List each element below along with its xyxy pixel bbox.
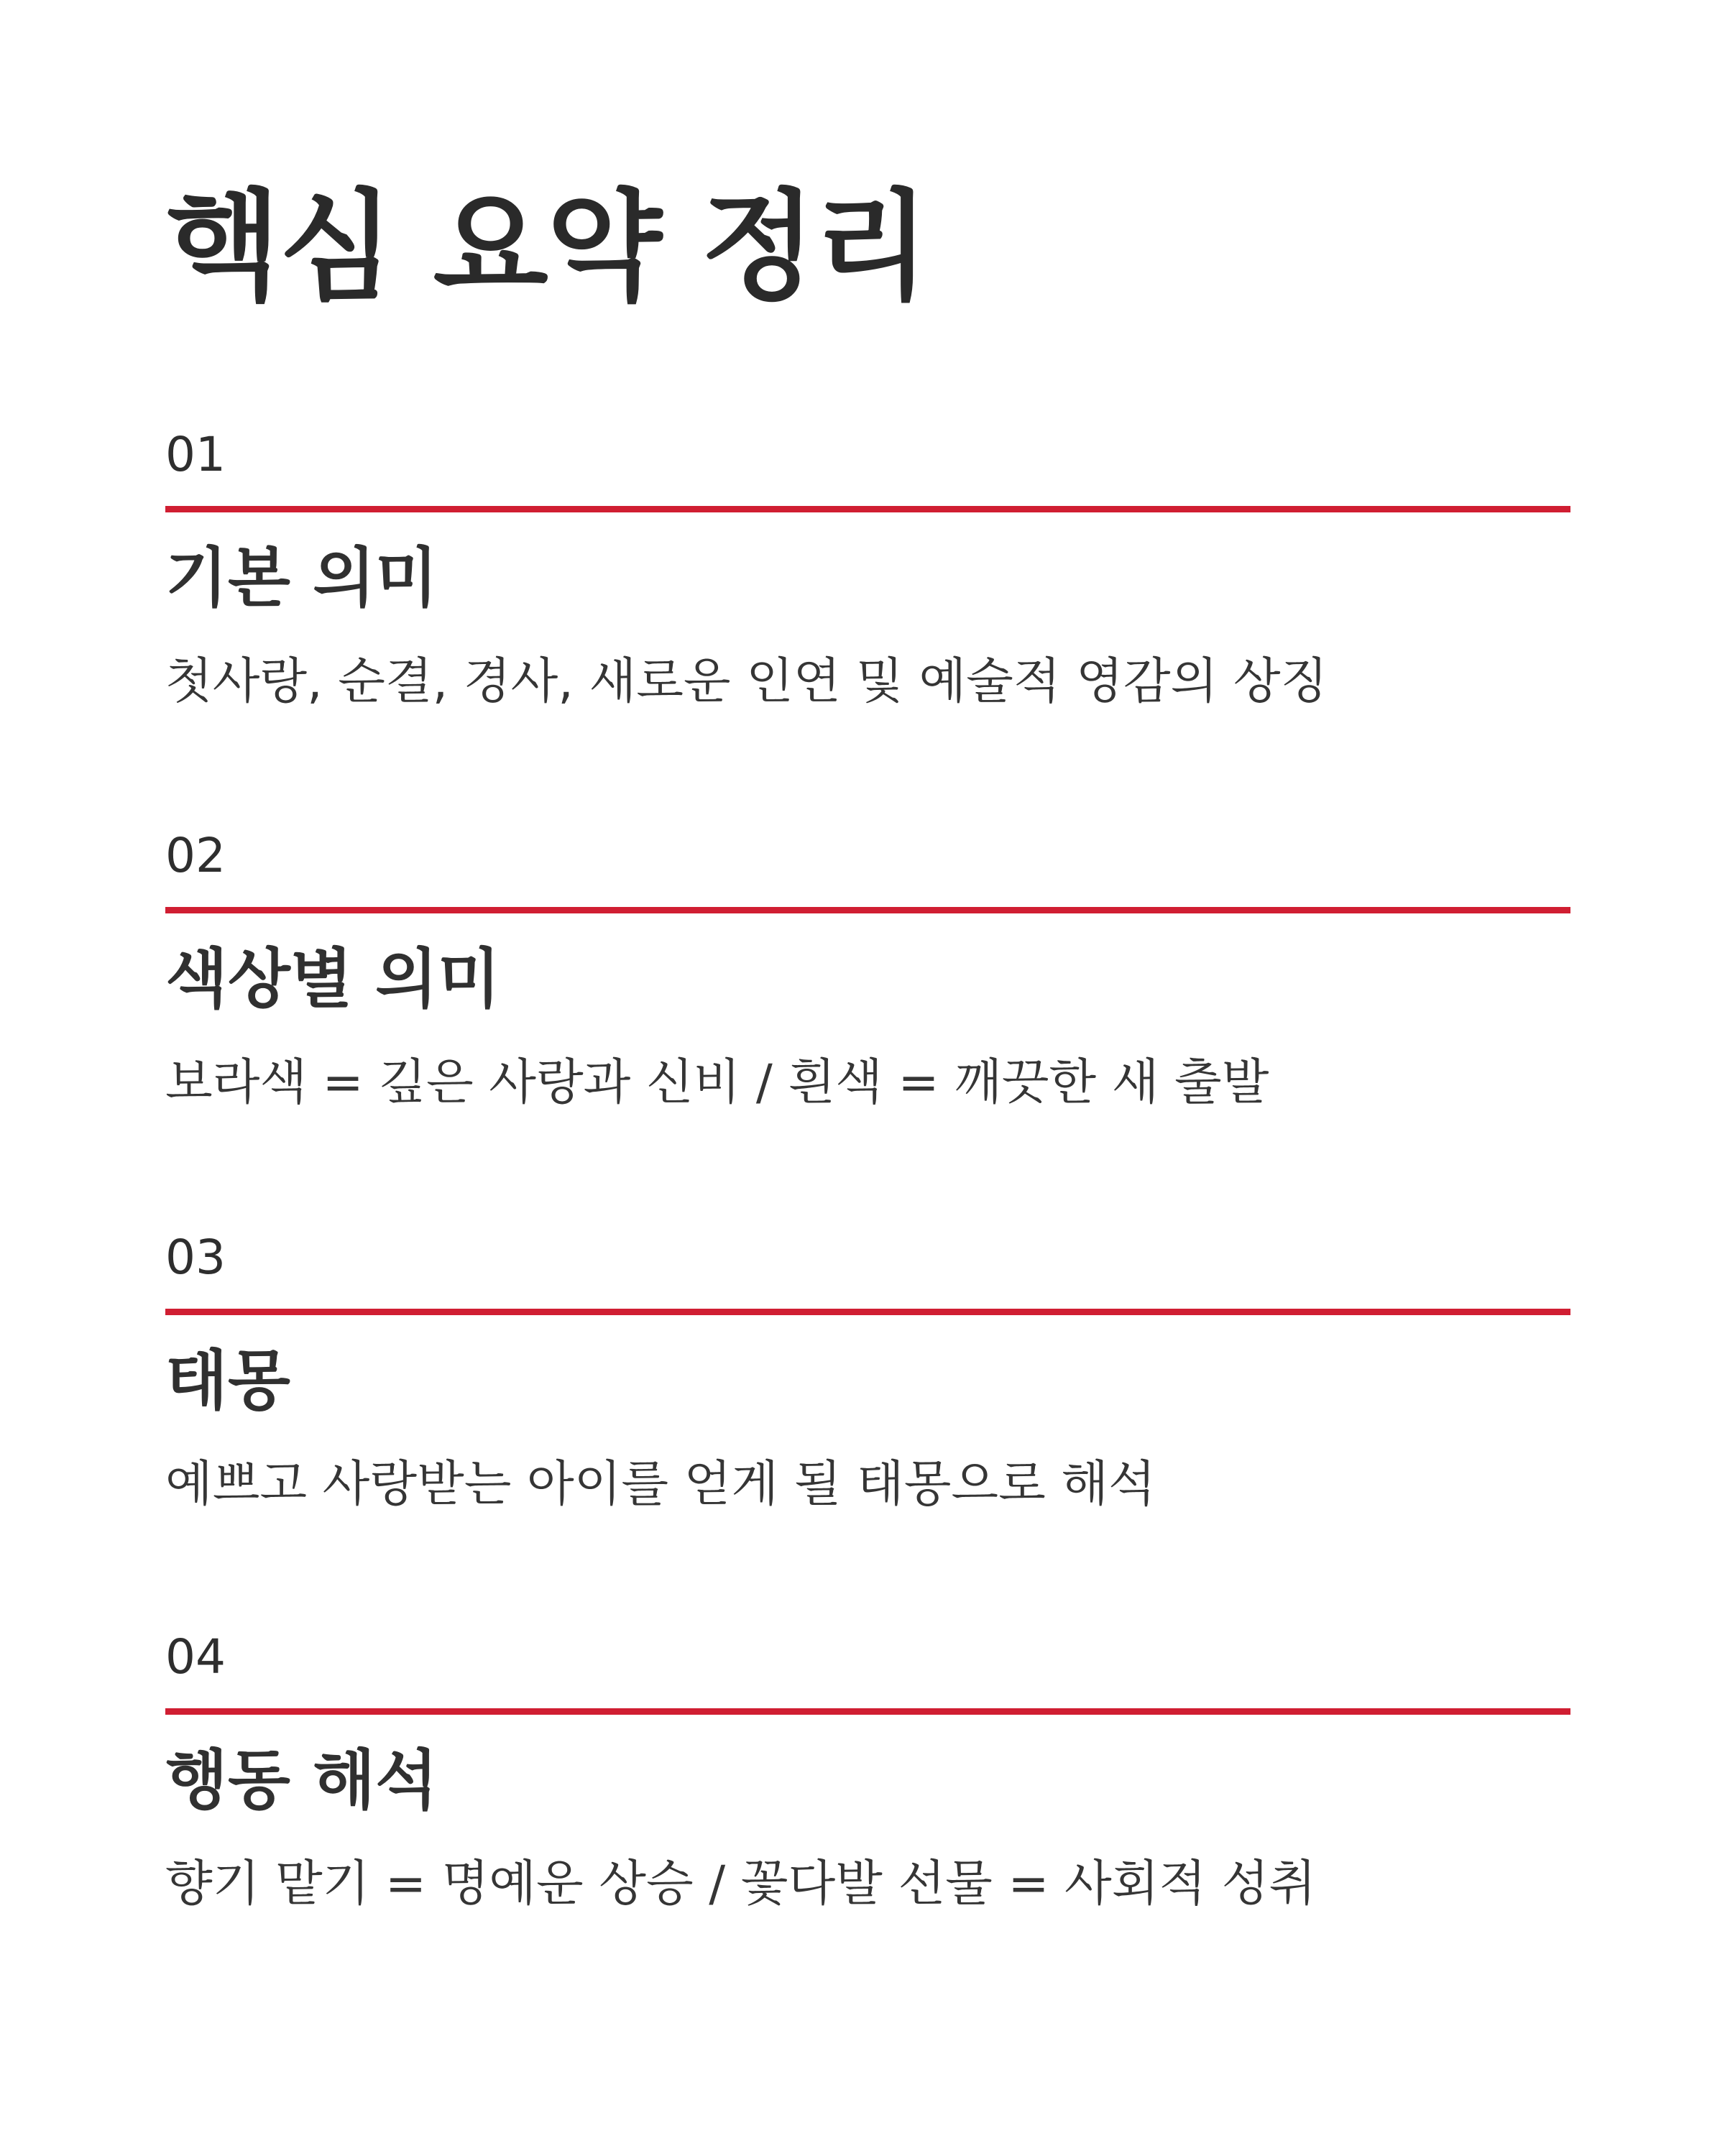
section-description: 보라색 = 깊은 사랑과 신비 / 흰색 = 깨끗한 새 출발 [165, 1054, 1269, 1111]
page-title: 핵심 요약 정리 [165, 178, 929, 317]
section-description: 첫사랑, 순결, 경사, 새로운 인연 및 예술적 영감의 상징 [165, 653, 1328, 710]
section-number: 03 [165, 1230, 226, 1285]
section-heading: 태몽 [165, 1343, 290, 1419]
red-divider [165, 907, 1570, 913]
section-description: 예쁘고 사랑받는 아이를 얻게 될 태몽으로 해석 [165, 1456, 1156, 1513]
section-heading: 행동 해석 [165, 1743, 438, 1818]
red-divider [165, 1708, 1570, 1715]
section-number: 04 [165, 1629, 226, 1685]
section-heading: 색상별 의미 [165, 941, 501, 1017]
red-divider [165, 506, 1570, 512]
section-heading: 기본 의미 [165, 540, 438, 616]
section-number: 02 [165, 828, 226, 883]
section-number: 01 [165, 427, 226, 482]
summary-section-color-meaning [165, 828, 1570, 1134]
summary-section-action-interpretation [165, 1629, 1570, 1935]
summary-section-basic-meaning [165, 427, 1570, 733]
section-description: 향기 맡기 = 명예운 상승 / 꽃다발 선물 = 사회적 성취 [165, 1856, 1317, 1912]
red-divider [165, 1309, 1570, 1315]
summary-section-conception-dream [165, 1230, 1570, 1536]
